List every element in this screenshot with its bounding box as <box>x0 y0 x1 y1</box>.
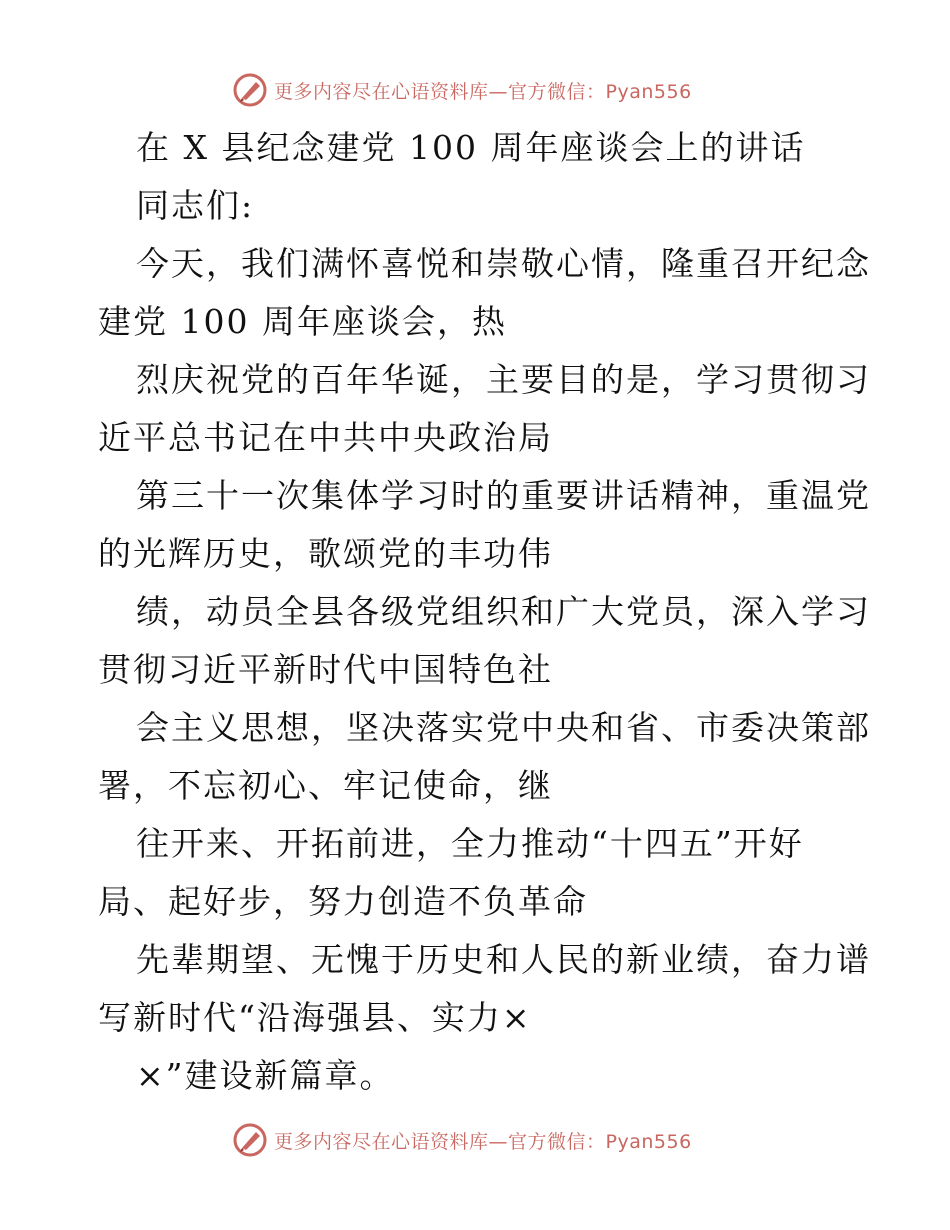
document-title: 在 X 县纪念建党 100 周年座谈会上的讲话 <box>136 128 806 167</box>
pen-logo-icon <box>232 1122 268 1158</box>
watermark-text: 更多内容尽在心语资料库—官方微信：Pyan556 <box>274 1130 692 1153</box>
paragraph-line: 会主义思想，坚决落实党中央和省、市委决策部 <box>136 708 871 747</box>
paragraph-line: 绩，动员全县各级党组织和广大党员，深入学习 <box>136 592 871 631</box>
paragraph-line: 的光辉历史，歌颂党的丰功伟 <box>98 534 553 573</box>
footer-watermark <box>232 1122 692 1158</box>
salutation: 同志们: <box>136 186 255 225</box>
paragraph-line: 往开来、开拓前进，全力推动“十四五”开好 <box>136 824 804 863</box>
paragraph-line: 今天，我们满怀喜悦和崇敬心情，隆重召开纪念 <box>136 244 871 283</box>
paragraph-line: 写新时代“沿海强县、实力× <box>98 998 532 1037</box>
paragraph-line: 第三十一次集体学习时的重要讲话精神，重温党 <box>136 476 871 515</box>
watermark-text: 更多内容尽在心语资料库—官方微信：Pyan556 <box>274 80 692 103</box>
paragraph-line: 建党 100 周年座谈会，热 <box>98 302 507 341</box>
paragraph-line: 先辈期望、无愧于历史和人民的新业绩，奋力谱 <box>136 940 871 979</box>
paragraph-line: 署，不忘初心、牢记使命，继 <box>98 766 553 805</box>
paragraph-line: 局、起好步，努力创造不负革命 <box>98 882 588 921</box>
paragraph-line: 烈庆祝党的百年华诞，主要目的是，学习贯彻习 <box>136 360 871 399</box>
paragraph-line: ×”建设新篇章。 <box>136 1056 395 1095</box>
paragraph-line: 贯彻习近平新时代中国特色社 <box>98 650 553 689</box>
paragraph-line: 近平总书记在中共中央政治局 <box>98 418 553 457</box>
